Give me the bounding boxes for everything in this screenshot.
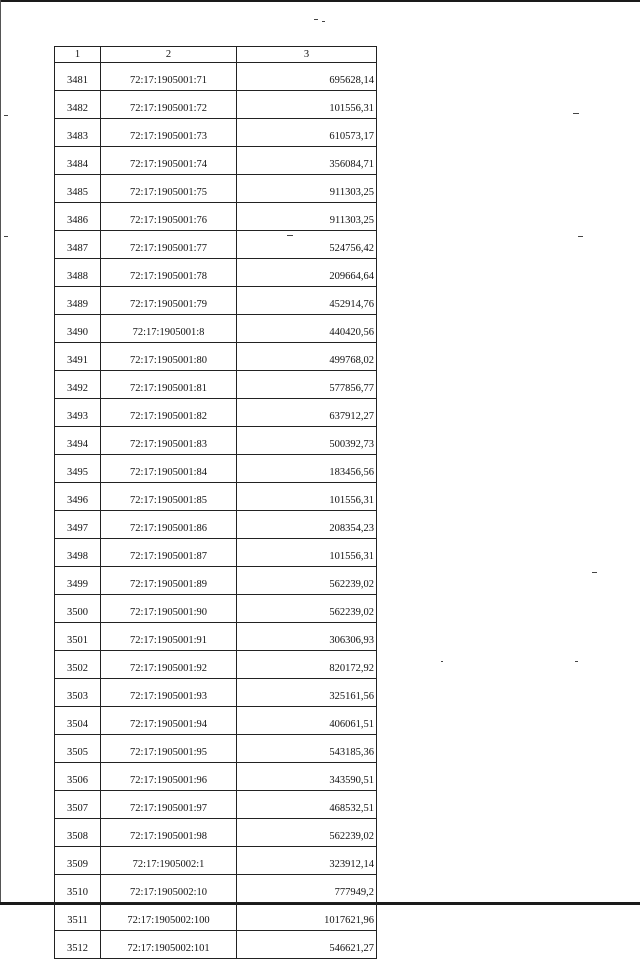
row-number-cell: 3504 — [55, 707, 101, 735]
row-number-cell: 3483 — [55, 119, 101, 147]
row-number-cell: 3482 — [55, 91, 101, 119]
scan-speck — [592, 572, 597, 573]
table-row — [55, 119, 377, 147]
cadastral-number-cell: 72:17:1905001:84 — [101, 455, 237, 483]
row-number-cell: 3512 — [55, 931, 101, 959]
table-row — [55, 371, 377, 399]
value-cell: 777949,2 — [237, 875, 377, 903]
cadastral-number-cell: 72:17:1905001:94 — [101, 707, 237, 735]
column-header-1: 1 — [55, 47, 101, 63]
cadastral-number-cell: 72:17:1905001:87 — [101, 539, 237, 567]
row-number-cell: 3495 — [55, 455, 101, 483]
row-number-cell: 3484 — [55, 147, 101, 175]
table-row — [55, 679, 377, 707]
cadastral-number-cell: 72:17:1905001:97 — [101, 791, 237, 819]
table-row — [55, 91, 377, 119]
value-cell: 468532,51 — [237, 791, 377, 819]
cadastral-number-cell: 72:17:1905001:98 — [101, 819, 237, 847]
value-cell: 1017621,96 — [237, 903, 377, 931]
value-cell: 499768,02 — [237, 343, 377, 371]
cadastral-number-cell: 72:17:1905001:78 — [101, 259, 237, 287]
cadastral-number-cell: 72:17:1905001:75 — [101, 175, 237, 203]
table-row — [55, 651, 377, 679]
cadastral-number-cell: 72:17:1905001:72 — [101, 91, 237, 119]
value-cell: 911303,25 — [237, 175, 377, 203]
row-number-cell: 3511 — [55, 903, 101, 931]
value-cell: 209664,64 — [237, 259, 377, 287]
value-cell: 562239,02 — [237, 567, 377, 595]
table-row — [55, 567, 377, 595]
cadastral-table — [54, 46, 377, 959]
table-row — [55, 595, 377, 623]
value-cell: 820172,92 — [237, 651, 377, 679]
row-number-cell: 3481 — [55, 63, 101, 91]
row-number-cell: 3488 — [55, 259, 101, 287]
row-number-cell: 3510 — [55, 875, 101, 903]
row-number-cell: 3501 — [55, 623, 101, 651]
value-cell: 323912,14 — [237, 847, 377, 875]
value-cell: 637912,27 — [237, 399, 377, 427]
scan-speck — [441, 661, 443, 662]
value-cell: 101556,31 — [237, 539, 377, 567]
value-cell: 406061,51 — [237, 707, 377, 735]
table-row — [55, 539, 377, 567]
page-left-edge — [0, 0, 1, 905]
row-number-cell: 3503 — [55, 679, 101, 707]
value-cell: 562239,02 — [237, 819, 377, 847]
table-row — [55, 63, 377, 91]
scan-speck — [4, 115, 8, 116]
cadastral-number-cell: 72:17:1905001:8 — [101, 315, 237, 343]
row-number-cell: 3492 — [55, 371, 101, 399]
table-row — [55, 259, 377, 287]
row-number-cell: 3506 — [55, 763, 101, 791]
scan-speck — [314, 19, 318, 20]
value-cell: 452914,76 — [237, 287, 377, 315]
table-row — [55, 455, 377, 483]
scan-speck — [578, 236, 583, 237]
table-row — [55, 511, 377, 539]
cadastral-number-cell: 72:17:1905001:85 — [101, 483, 237, 511]
row-number-cell: 3499 — [55, 567, 101, 595]
row-number-cell: 3508 — [55, 819, 101, 847]
table-row — [55, 707, 377, 735]
table-row — [55, 819, 377, 847]
cadastral-number-cell: 72:17:1905001:71 — [101, 63, 237, 91]
cadastral-number-cell: 72:17:1905001:90 — [101, 595, 237, 623]
value-cell: 562239,02 — [237, 595, 377, 623]
table-row — [55, 343, 377, 371]
cadastral-number-cell: 72:17:1905001:93 — [101, 679, 237, 707]
row-number-cell: 3502 — [55, 651, 101, 679]
value-cell: 440420,56 — [237, 315, 377, 343]
value-cell: 543185,36 — [237, 735, 377, 763]
row-number-cell: 3498 — [55, 539, 101, 567]
header-row — [55, 47, 377, 63]
value-cell: 577856,77 — [237, 371, 377, 399]
row-number-cell: 3491 — [55, 343, 101, 371]
cadastral-number-cell: 72:17:1905001:76 — [101, 203, 237, 231]
value-cell: 183456,56 — [237, 455, 377, 483]
table-row — [55, 315, 377, 343]
column-header-3: 3 — [237, 47, 377, 63]
row-number-cell: 3494 — [55, 427, 101, 455]
table-row — [55, 287, 377, 315]
table-row — [55, 931, 377, 959]
value-cell: 546621,27 — [237, 931, 377, 959]
cadastral-number-cell: 72:17:1905002:10 — [101, 875, 237, 903]
cadastral-number-cell: 72:17:1905001:74 — [101, 147, 237, 175]
cadastral-number-cell: 72:17:1905001:73 — [101, 119, 237, 147]
value-cell: 101556,31 — [237, 483, 377, 511]
table-row — [55, 763, 377, 791]
row-number-cell: 3487 — [55, 231, 101, 259]
table-row — [55, 847, 377, 875]
value-cell: 524756,42 — [237, 231, 377, 259]
table-row — [55, 175, 377, 203]
cadastral-number-cell: 72:17:1905001:79 — [101, 287, 237, 315]
row-number-cell: 3493 — [55, 399, 101, 427]
value-cell: 101556,31 — [237, 91, 377, 119]
row-number-cell: 3507 — [55, 791, 101, 819]
table-row — [55, 147, 377, 175]
value-cell: 208354,23 — [237, 511, 377, 539]
table-body — [55, 63, 377, 959]
table-row — [55, 399, 377, 427]
table-row — [55, 791, 377, 819]
table-row — [55, 903, 377, 931]
table-row — [55, 875, 377, 903]
table-row — [55, 735, 377, 763]
cadastral-number-cell: 72:17:1905001:77 — [101, 231, 237, 259]
column-header-2: 2 — [101, 47, 237, 63]
cadastral-number-cell: 72:17:1905001:80 — [101, 343, 237, 371]
scan-speck — [573, 113, 579, 114]
cadastral-number-cell: 72:17:1905001:91 — [101, 623, 237, 651]
row-number-cell: 3505 — [55, 735, 101, 763]
value-cell: 610573,17 — [237, 119, 377, 147]
table-row — [55, 231, 377, 259]
row-number-cell: 3497 — [55, 511, 101, 539]
cadastral-number-cell: 72:17:1905001:82 — [101, 399, 237, 427]
cadastral-number-cell: 72:17:1905001:86 — [101, 511, 237, 539]
value-cell: 325161,56 — [237, 679, 377, 707]
scan-speck — [575, 661, 578, 662]
value-cell: 500392,73 — [237, 427, 377, 455]
table-row — [55, 427, 377, 455]
row-number-cell: 3490 — [55, 315, 101, 343]
value-cell: 911303,25 — [237, 203, 377, 231]
row-number-cell: 3500 — [55, 595, 101, 623]
row-number-cell: 3489 — [55, 287, 101, 315]
table-row — [55, 483, 377, 511]
table-row — [55, 203, 377, 231]
value-cell: 306306,93 — [237, 623, 377, 651]
value-cell: 695628,14 — [237, 63, 377, 91]
cadastral-number-cell: 72:17:1905001:95 — [101, 735, 237, 763]
cadastral-number-cell: 72:17:1905002:101 — [101, 931, 237, 959]
cadastral-number-cell: 72:17:1905001:89 — [101, 567, 237, 595]
value-cell: 343590,51 — [237, 763, 377, 791]
cadastral-number-cell: 72:17:1905001:96 — [101, 763, 237, 791]
cadastral-number-cell: 72:17:1905001:83 — [101, 427, 237, 455]
row-number-cell: 3486 — [55, 203, 101, 231]
cadastral-number-cell: 72:17:1905001:81 — [101, 371, 237, 399]
value-cell: 356084,71 — [237, 147, 377, 175]
table-row — [55, 623, 377, 651]
scan-speck — [322, 21, 325, 22]
row-number-cell: 3496 — [55, 483, 101, 511]
row-number-cell: 3509 — [55, 847, 101, 875]
scan-speck — [4, 236, 8, 237]
page-top-edge — [0, 0, 640, 2]
cadastral-number-cell: 72:17:1905002:100 — [101, 903, 237, 931]
row-number-cell: 3485 — [55, 175, 101, 203]
cadastral-number-cell: 72:17:1905001:92 — [101, 651, 237, 679]
cadastral-number-cell: 72:17:1905002:1 — [101, 847, 237, 875]
